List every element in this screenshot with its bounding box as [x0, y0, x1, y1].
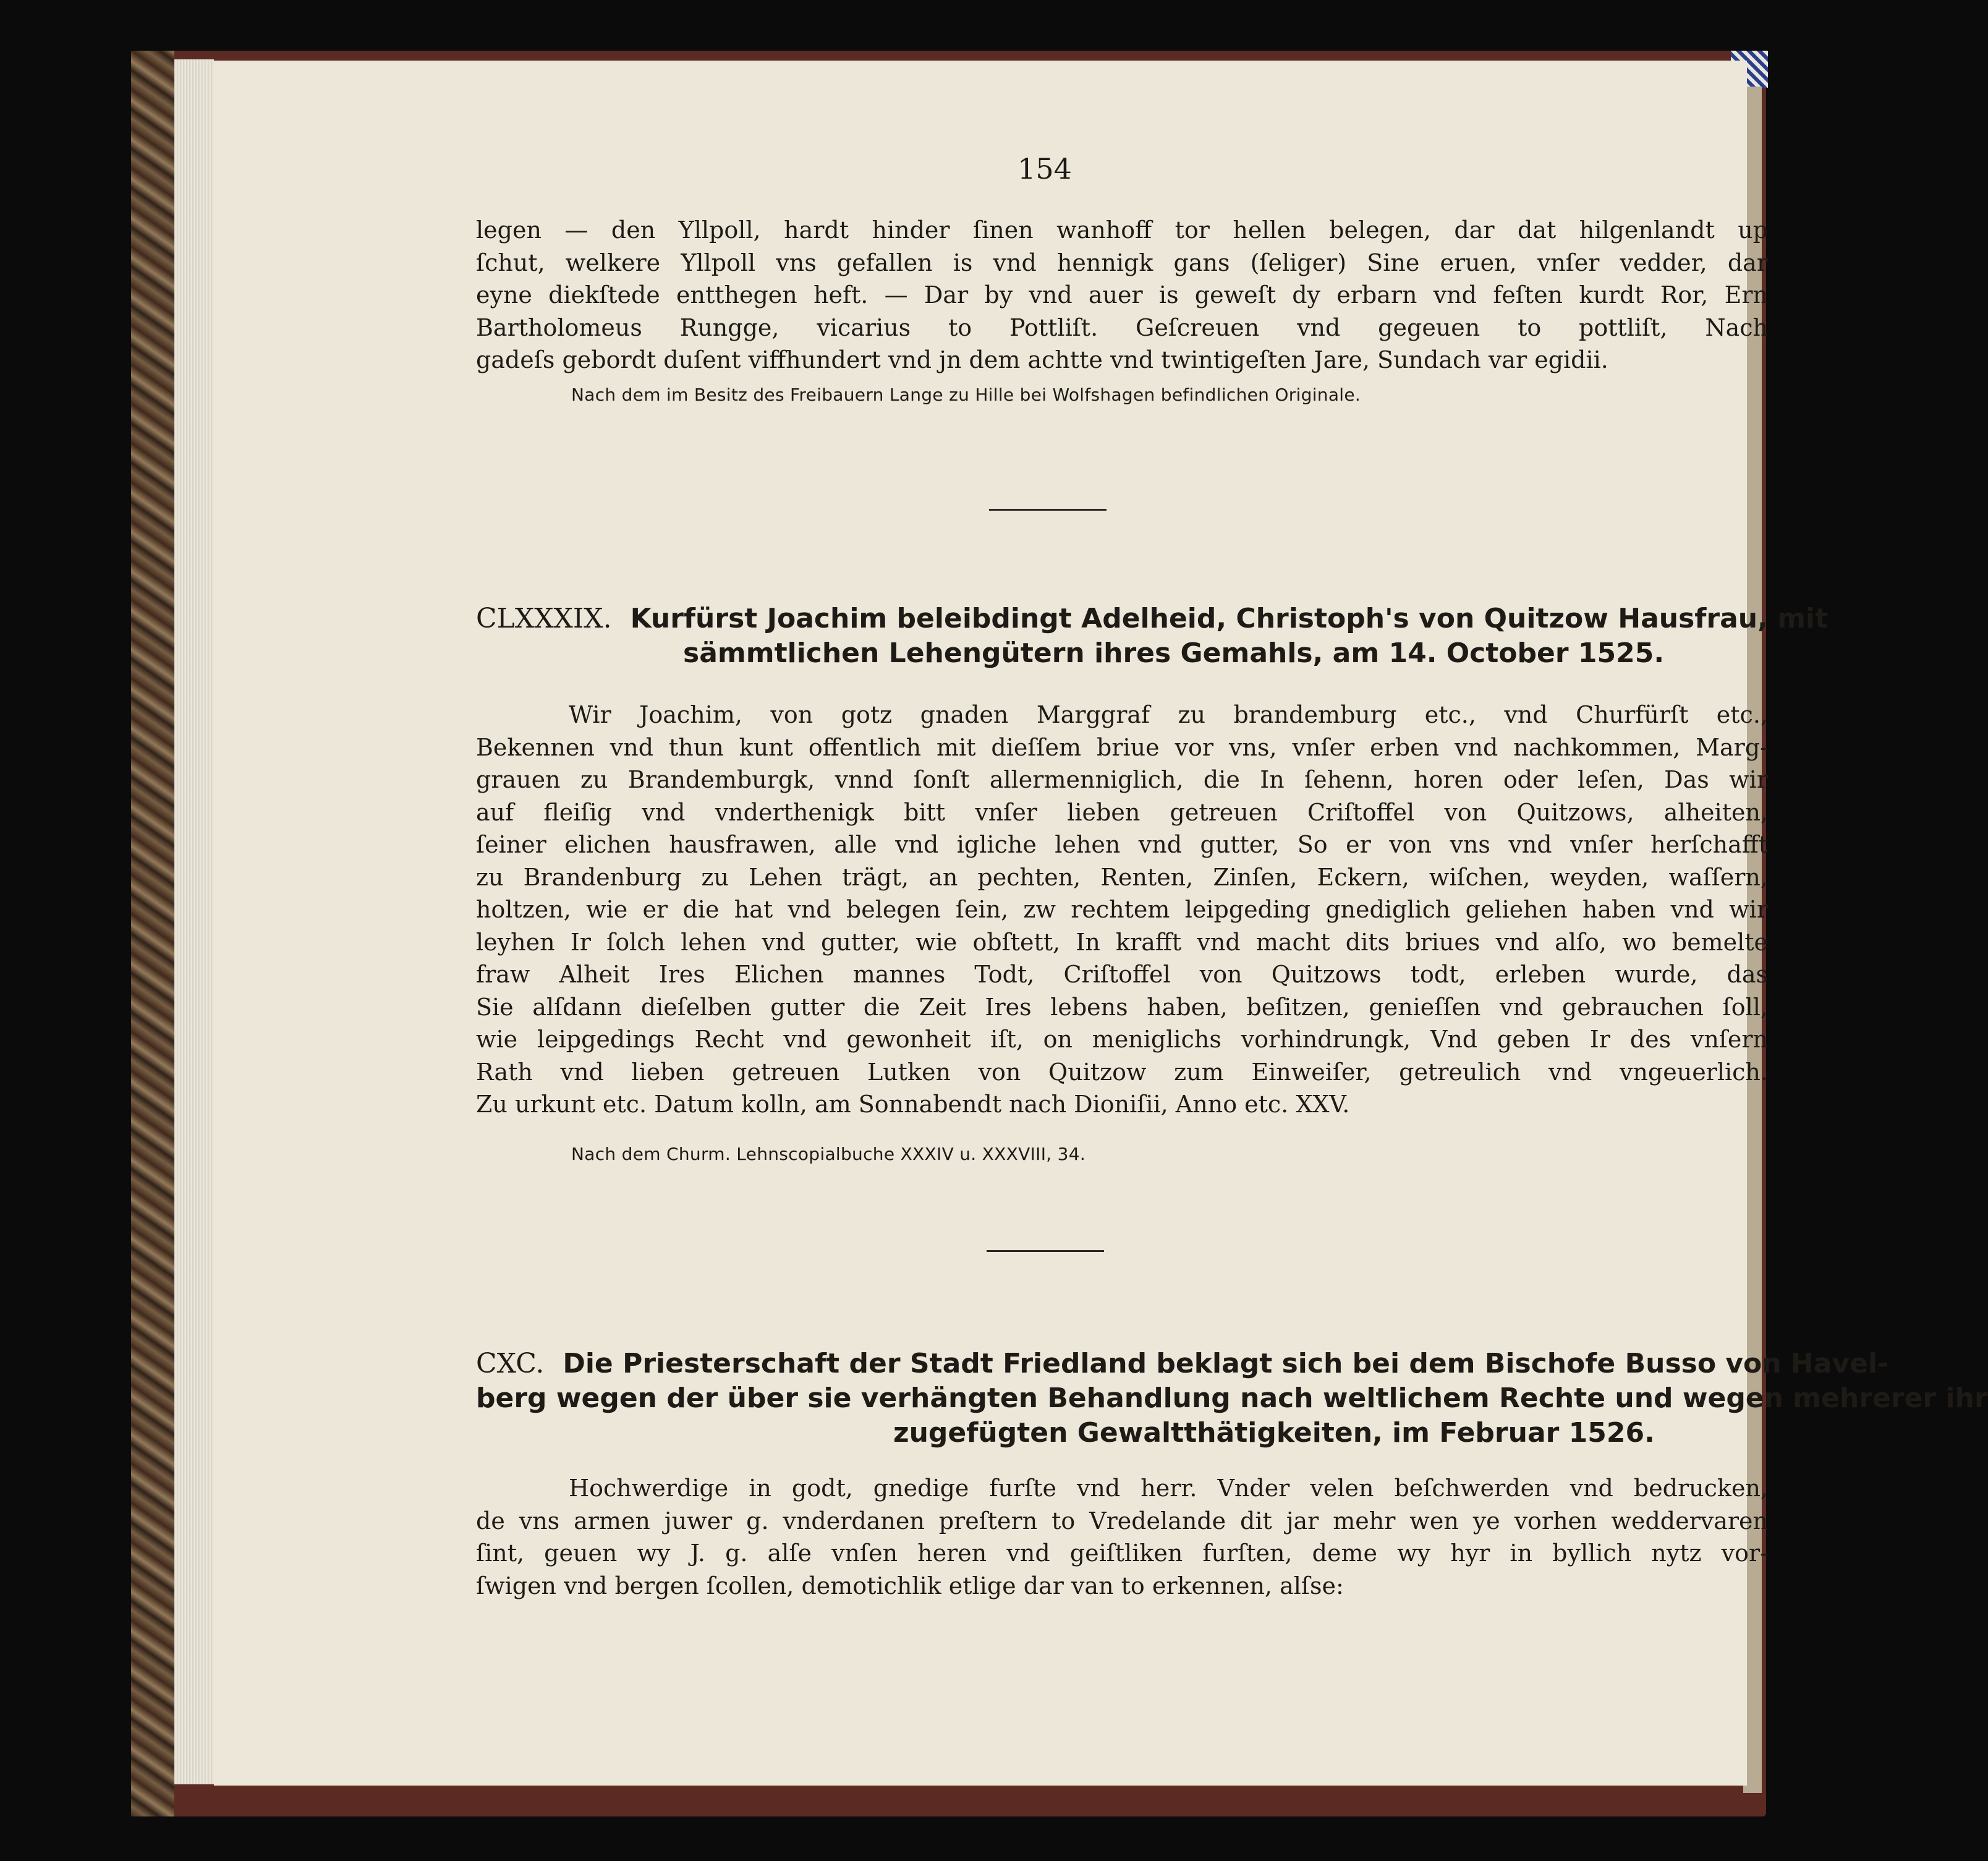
text-line: ſchut, welkere Yllpoll vns gefallen is vnd hennigk gans (ſeliger) Sine eruen, vnſer vedder, dar [476, 249, 1768, 276]
text-line: grauen zu Brandemburgk, vnnd ſonſt allermenniglich, die In ſehenn, horen oder leſen, Das wir [476, 766, 1768, 793]
page-stack [174, 59, 214, 1784]
text-line: Zu urkunt etc. Datum kolln, am Sonnabendt nach Dioniſii, Anno etc. XXV. [476, 1091, 1350, 1118]
document-body [476, 1472, 1768, 1602]
text-line: ſeiner elichen hausfrawen, alle vnd igliche lehen vnd gutter, So er von vns vnd vnſer herſchafft [476, 831, 1768, 858]
document-body [476, 699, 1768, 1121]
text-line: Bartholomeus Rungge, vicarius to Pottliſt. Geſcreuen vnd gegeuen to pottliſt, Nach [476, 313, 1768, 341]
document-continuation [476, 214, 1768, 377]
text-line: Hochwerdige in godt, gnedige furſte vnd herr. Vnder velen beſchwerden vnd bedrucken, [569, 1475, 1768, 1502]
text-line: Bekennen vnd thun kunt offentlich mit dieſſem briue vor vns, vnſer erben vnd nachkommen, Marg- [476, 733, 1768, 761]
text-line: holtzen, wie er die hat vnd belegen ſein, zw rechtem leipgeding gnediglich geliehen haben vnd wir [476, 896, 1768, 923]
document-title-line: berg wegen der über sie verhängten Behandlung nach weltlichem Rechte und wegen mehrerer ihr [476, 1382, 1988, 1414]
document-title-line: Die Priesterschaft der Stadt Friedland beklagt sich bei dem Bischofe Busso von Havel- [563, 1348, 1889, 1379]
text-line: wie leipgedings Recht vnd gewonheit iſt, on meniglichs vorhindrungk, Vnd geben Ir des vnſern [476, 1026, 1768, 1053]
page-number: 154 [1017, 152, 1072, 185]
document-title-line: zugefügten Gewaltthätigkeiten, im Februar 1526. [893, 1417, 1655, 1449]
text-line: de vns armen juwer g. vnderdanen preſtern to Vredelande dit jar mehr wen ye vorhen weddervaren [476, 1507, 1768, 1535]
marbled-edge [131, 51, 174, 1816]
document-number: CLXXXIX. [476, 603, 612, 634]
text-line: zu Brandenburg zu Lehen trägt, an pechten, Renten, Zinſen, Eckern, wiſchen, weyden, waſſern, [476, 863, 1768, 891]
book-page [214, 61, 1988, 1786]
text-line: Wir Joachim, von gotz gnaden Marggraf zu brandemburg etc., vnd Churfürſt etc., [569, 701, 1768, 728]
text-line: auf fleiſig vnd vnderthenigk bitt vnſer lieben getreuen Criſtoffel von Quitzows, alheiten, [476, 798, 1768, 826]
source-note: Nach dem Churm. Lehnscopialbuche XXXIV u. XXXVIII, 34. [571, 1144, 1086, 1164]
text-line: Rath vnd lieben getreuen Lutken von Quitzow zum Einweiſer, getreulich vnd vngeuerlich. [476, 1058, 1768, 1086]
section-divider [987, 1250, 1104, 1252]
section-divider [989, 509, 1107, 511]
document-heading [476, 1347, 1988, 1450]
source-note: Nach dem im Besitz des Freibauern Lange zu Hille bei Wolfshagen befindlichen Originale. [571, 385, 1361, 405]
text-line: fraw Alheit Ires Elichen mannes Todt, Criſtoffel von Quitzows todt, erleben wurde, das [476, 961, 1768, 988]
text-line: Sie alſdann dieſelben gutter die Zeit Ires lebens haben, beſitzen, genieſſen vnd gebrauchen ſoll, [476, 993, 1768, 1021]
document-number: CXC. [476, 1348, 545, 1379]
document-heading [476, 602, 1829, 671]
text-line: legen — den Yllpoll, hardt hinder ſinen wanhoff tor hellen belegen, dar dat hilgenlandt up [476, 216, 1768, 244]
text-line: ſwigen vnd bergen ſcollen, demotichlik etlige dar van to erkennen, alſse: [476, 1572, 1344, 1599]
text-line: ſint, geuen wy J. g. alſe vnſen heren vnd geiſtliken furſten, deme wy hyr in byllich nytz vor- [476, 1539, 1768, 1567]
text-line: leyhen Ir ſolch lehen vnd gutter, wie obſtett, In krafft vnd macht dits briues vnd alſo, wo bemelte [476, 928, 1768, 956]
document-title-line: Kurfürst Joachim beleibdingt Adelheid, Christoph's von Quitzow Hausfrau, mit [630, 603, 1829, 634]
text-line: eyne diekſtede entthegen heft. — Dar by vnd auer is geweſt dy erbarn vnd feſten kurdt Ror, Ern [476, 281, 1768, 309]
document-title-line: sämmtlichen Lehengütern ihres Gemahls, am 14. October 1525. [683, 637, 1665, 669]
text-line: gadeſs gebordt duſent viffhundert vnd jn dem achtte vnd twintigeſten Jare, Sundach var egidii. [476, 346, 1608, 373]
